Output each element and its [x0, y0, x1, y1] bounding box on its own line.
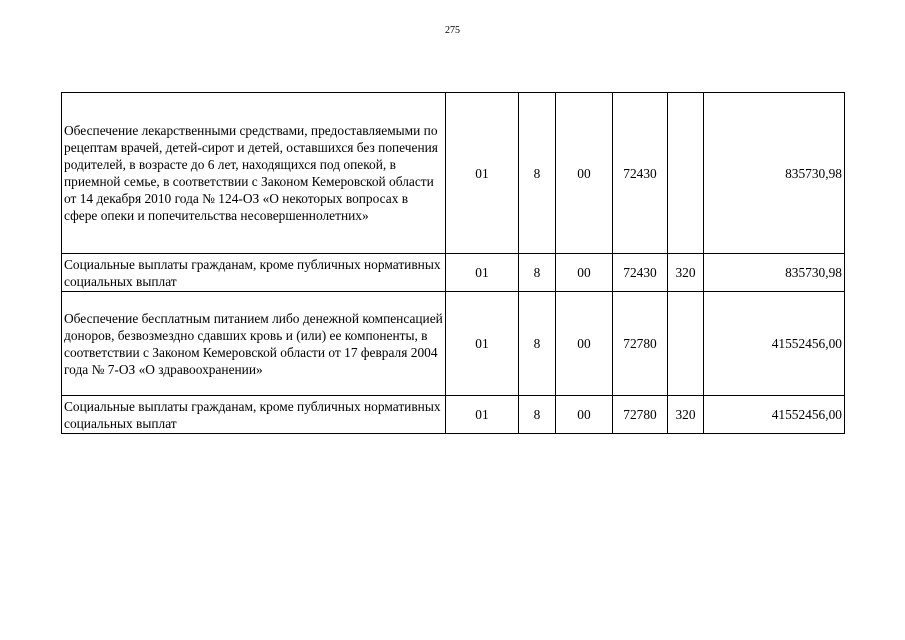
budget-table: [61, 92, 845, 434]
row-description: Обеспечение лекарственными средствами, предоставляемыми по рецептам врачей, детей-сирот и детей, оставшихся без попечения родителей, в возрасте до 6 лет, находящихся под опекой, в приемной семье, в соответствии с Законом Кемеровской области от 14 декабря 2010 года № 124-ОЗ «О некоторых вопросах в сфере опеки и попечительства несовершеннолетних»: [62, 93, 446, 254]
code-cell: 01: [446, 254, 519, 292]
code-cell: 00: [556, 292, 613, 396]
code-cell: 72430: [613, 93, 668, 254]
code-cell: 72780: [613, 292, 668, 396]
table-row: [62, 292, 845, 396]
code-cell: 8: [519, 292, 556, 396]
code-cell: 8: [519, 254, 556, 292]
code-cell: 00: [556, 396, 613, 434]
expense-type-cell: [668, 93, 704, 254]
amount-cell: 41552456,00: [704, 396, 845, 434]
row-description: Социальные выплаты гражданам, кроме публичных нормативных социальных выплат: [62, 254, 446, 292]
amount-cell: 835730,98: [704, 254, 845, 292]
code-cell: 01: [446, 396, 519, 434]
code-cell: 72430: [613, 254, 668, 292]
table-row: [62, 254, 845, 292]
code-cell: 01: [446, 292, 519, 396]
code-cell: 01: [446, 93, 519, 254]
amount-cell: 835730,98: [704, 93, 845, 254]
table-row: [62, 396, 845, 434]
code-cell: 00: [556, 93, 613, 254]
code-cell: 8: [519, 93, 556, 254]
expense-type-cell: 320: [668, 396, 704, 434]
row-description: Социальные выплаты гражданам, кроме публичных нормативных социальных выплат: [62, 396, 446, 434]
expense-type-cell: 320: [668, 254, 704, 292]
row-description: Обеспечение бесплатным питанием либо денежной компенсацией доноров, безвозмездно сдавших кровь и (или) ее компоненты, в соответствии с Законом Кемеровской области от 17 февраля 2004 года № 7-ОЗ «О здравоохранении»: [62, 292, 446, 396]
table-row: [62, 93, 845, 254]
code-cell: 72780: [613, 396, 668, 434]
page-number: 275: [445, 25, 460, 36]
code-cell: 00: [556, 254, 613, 292]
expense-type-cell: [668, 292, 704, 396]
code-cell: 8: [519, 396, 556, 434]
amount-cell: 41552456,00: [704, 292, 845, 396]
